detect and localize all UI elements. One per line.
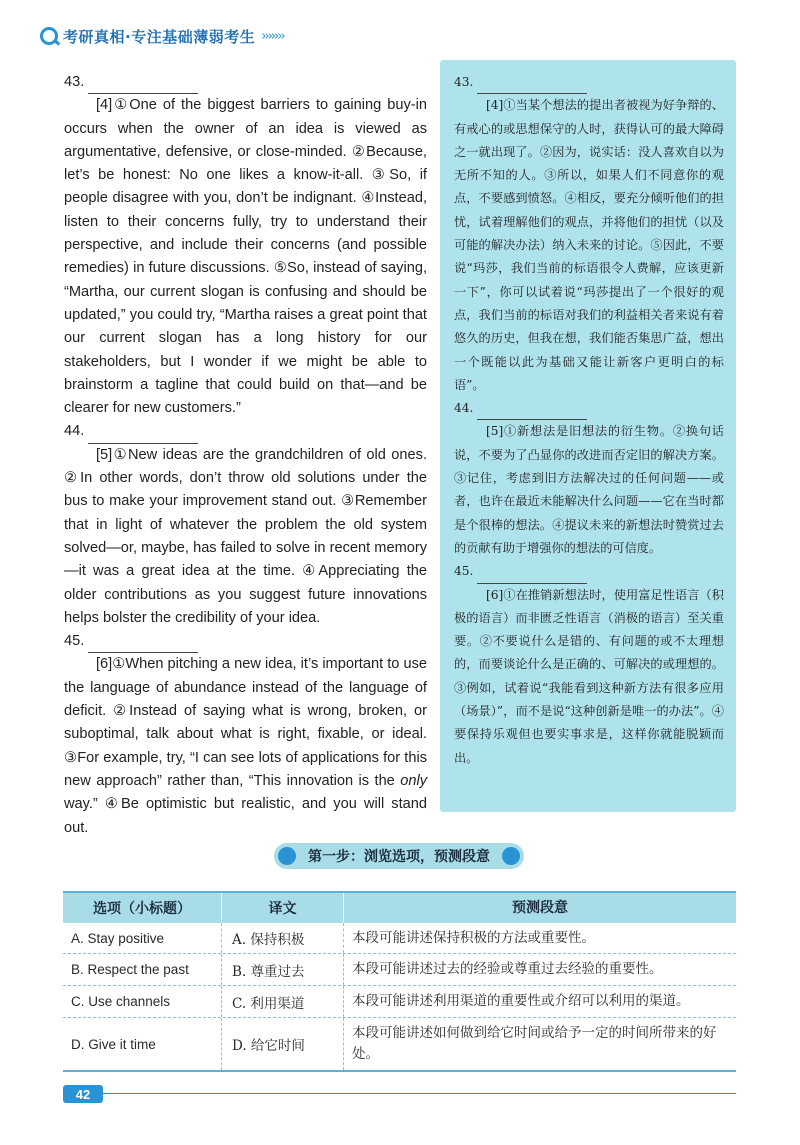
table-row — [63, 1018, 736, 1072]
paragraph-4-chinese: [4]①当某个想法的提出者被视为好争辩的、有戒心的或思想保守的人时，获得认可的最大障碍之一就出现了。②因为，说实话：没人喜欢自以为无所不知的人。③所以，如果人们不同意你的观点，不要感到愤怒。④相反，要充分倾听他们的担忧，试着理解他们的观点，并将他们的担忧（以及可能的解决办法）纳入未来的讨论。⑤因此，不要说“玛莎，我们当前的标语很令人费解，应该更新一下”，你可以试着说“玛莎提出了一个很好的观点，我们当前的标语对我们的利益相关者来说有着悠久的历史，但我在想，我们能否集思广益，想出一个既能以此为基础又能让新客户更明白的标语”。 — [454, 98, 724, 392]
table-row — [63, 954, 736, 986]
question-44-number: 44. — [64, 423, 85, 440]
zh-question-45-line — [454, 560, 724, 583]
zh-answer-blank-43 — [477, 77, 587, 94]
paragraph-5-english: [5]①New ideas are the grandchildren of old ones. ②In other words, don’t throw old solutions under the bus to make your improvement stand out. ③Remember that in light of whatever the problem the old system solved—or, maybe, has failed to solve in recent memory—it was a great idea at the time. ④Appreciating the older contributions as you suggest future innovations helps bolster the credibility of your idea. — [64, 446, 427, 626]
table-row — [63, 923, 736, 954]
options-table — [63, 891, 736, 1072]
chevrons-icon: ››››››› — [261, 28, 284, 44]
zh-question-45-number: 45. — [454, 564, 474, 579]
question-43-line — [64, 71, 427, 94]
paragraph-6-chinese: [6]①在推销新想法时，使用富足性语言（积极的语言）而非匮乏性语言（消极的语言）至关重要。②不要说什么是错的、有问题的或不太理想的，而要谈论什么是正确的、可解决的或理想的。③例如，试着说“我能看到这种新方法有很多应用（场景）”，而不是说“这种创新是唯一的办法”。④要保持乐观但也要实事求是，这样你就能脱颖而出。 — [454, 587, 724, 765]
translation-cell: D. 给它时间 — [221, 1018, 343, 1070]
step-banner — [274, 843, 524, 869]
paragraph-6-emphasis: only — [400, 772, 427, 789]
english-passage — [64, 71, 427, 840]
banner-right-dot-icon — [502, 847, 520, 865]
translation-cell: C. 利用渠道 — [221, 986, 343, 1017]
header-prediction: 预测段意 — [343, 893, 736, 923]
zh-question-44-line — [454, 397, 724, 420]
brand-logo-icon — [40, 27, 58, 45]
paragraph-5-chinese: [5]①新想法是旧想法的衍生物。②换句话说，不要为了凸显你的改进而否定旧的解决方案。③记住，考虑到旧方法解决过的任何问题——或者，也许在最近未能解决什么问题——它在当时都是个很棒的想法。④提议未来的新想法时赞赏过去的贡献有助于增强你的想法的可信度。 — [454, 424, 724, 555]
translation-cell: A. 保持积极 — [221, 923, 343, 953]
prediction-cell: 本段可能讲述过去的经验或尊重过去经验的重要性。 — [343, 954, 736, 985]
answer-blank-45[interactable] — [88, 636, 198, 653]
zh-question-44-number: 44. — [454, 401, 474, 416]
page-number: 42 — [63, 1085, 103, 1103]
paragraph-6-part-a: [6]①When pitching a new idea, it’s important to use the language of abundance instead of the language of deficit. ②Instead of saying what is wrong, broken, or suboptimal, talk about what is right, fixable, or ideal. ③For example, try, “I can see lots of applications for this new approach” rather than, “This innovation is the — [64, 656, 427, 789]
question-45-line — [64, 630, 427, 653]
zh-question-43-number: 43. — [454, 75, 474, 89]
option-cell: D. Give it time — [71, 1036, 156, 1052]
table-header — [63, 891, 736, 923]
prediction-cell: 本段可能讲述利用渠道的重要性或介绍可以利用的渠道。 — [343, 986, 736, 1017]
paragraph-6-english — [64, 653, 427, 839]
header-translation: 译文 — [221, 893, 343, 923]
answer-blank-44[interactable] — [88, 427, 198, 444]
zh-answer-blank-45 — [477, 567, 587, 584]
prediction-cell: 本段可能讲述保持积极的方法或重要性。 — [343, 923, 736, 953]
prediction-cell: 本段可能讲述如何做到给它时间或给予一定的时间所带来的好处。 — [343, 1018, 736, 1070]
answer-blank-43[interactable] — [88, 77, 198, 94]
option-cell: A. Stay positive — [71, 930, 165, 946]
zh-answer-blank-44 — [477, 403, 587, 420]
table-row — [63, 986, 736, 1018]
translation-cell: B. 尊重过去 — [221, 954, 343, 985]
page-header — [40, 24, 284, 48]
option-cell: C. Use channels — [71, 994, 171, 1009]
question-44-line — [64, 420, 427, 443]
banner-left-dot-icon — [278, 847, 296, 865]
header-option: 选项（小标题） — [93, 901, 191, 917]
paragraph-6-part-b: way.” ④Be optimistic but realistic, and you will stand out. — [64, 796, 427, 836]
footer-divider — [103, 1093, 736, 1094]
brand-title: 考研真相·专注基础薄弱考生 — [63, 27, 256, 46]
question-45-number: 45. — [64, 633, 85, 650]
step-banner-label: 第一步：浏览选项，预测段意 — [274, 843, 524, 869]
paragraph-4-english: [4]①One of the biggest barriers to gaining buy-in occurs when the owner of an idea is viewed as argumentative, defensive, or close-minded. ②Because, let’s be honest: No one likes a know-it-all. ③So, if people disagree with you, don’t be indignant. ④Instead, listen to their concerns fully, try to understand their perspective, and include their concerns (and possible remedies) in future discussions. ⑤So, instead of saying, “Martha, our current slogan is confusing and should be updated,” you could try, “Martha raises a great point that our current slogan has a long history for our stakeholders, but I wonder if we might be able to brainstorm a tagline that could build on that—and be clearer for new customers.” — [64, 97, 427, 417]
option-cell: B. Respect the past — [71, 962, 189, 977]
chinese-translation-box — [440, 60, 736, 812]
question-43-number: 43. — [64, 74, 85, 90]
zh-question-43-line — [454, 71, 724, 94]
